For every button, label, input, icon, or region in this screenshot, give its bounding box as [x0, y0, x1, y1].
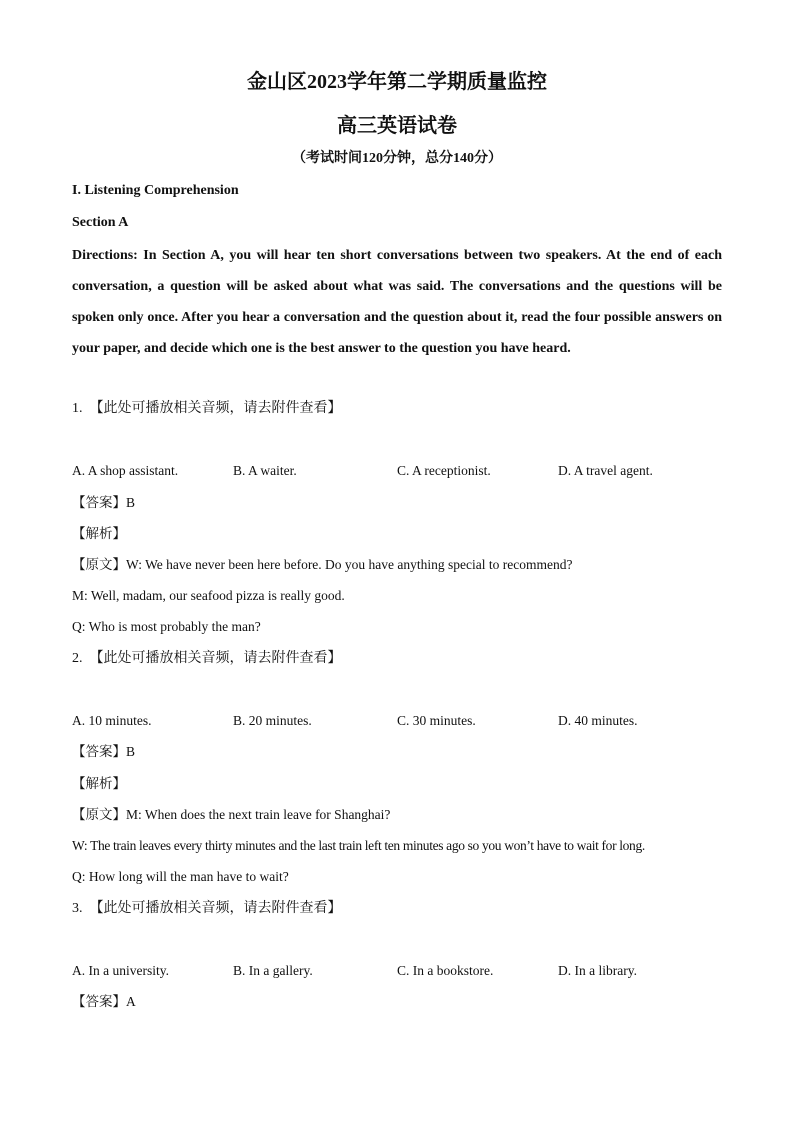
question-1-options — [72, 462, 722, 480]
audio-prompt: 【此处可播放相关音频，请去附件查看】 — [89, 401, 342, 416]
option-b: B. A waiter. — [233, 463, 297, 478]
option-b: B. 20 minutes. — [233, 713, 312, 728]
question-2-options — [72, 712, 722, 730]
audio-prompt: 【此处可播放相关音频，请去附件查看】 — [89, 651, 342, 666]
directions-text: Directions: In Section A, you will hear ten short conversations between two speakers. At the end of each conversation, a question will be asked about what was said. The conversations and the questions will be spoken only once. After you hear a conversation and the question about it, read the four possible answers on your paper, and decide which one is the best answer to the question you have heard. — [72, 248, 722, 356]
option-a: A. In a university. — [72, 963, 169, 978]
question-3-options — [72, 962, 722, 980]
question-2-transcript-line: 【原文】M: When does the next train leave for Shanghai? — [72, 807, 391, 822]
question-1-transcript-line: Q: Who is most probably the man? — [72, 619, 261, 634]
option-b: B. In a gallery. — [233, 963, 313, 978]
section-heading: Section A — [72, 215, 129, 230]
option-c: C. In a bookstore. — [397, 963, 494, 978]
question-1-transcript-line: 【原文】W: We have never been here before. Do you have anything special to recommend? — [72, 557, 573, 572]
question-1-analysis: 【解析】 — [72, 526, 126, 541]
exam-info: （考试时间120分钟，总分140分） — [292, 151, 502, 166]
question-2-prompt — [72, 650, 722, 668]
question-1-answer: 【答案】B — [72, 495, 136, 510]
audio-prompt: 【此处可播放相关音频，请去附件查看】 — [89, 901, 342, 916]
question-number: 1. — [72, 401, 83, 416]
option-d: D. A travel agent. — [558, 463, 653, 478]
exam-title: 金山区2023学年第二学期质量监控 — [247, 71, 547, 93]
question-2-transcript-line: Q: How long will the man have to wait? — [72, 869, 289, 884]
option-a: A. A shop assistant. — [72, 463, 179, 478]
question-3-prompt — [72, 900, 722, 918]
option-a: A. 10 minutes. — [72, 713, 152, 728]
option-c: C. 30 minutes. — [397, 713, 476, 728]
question-2-answer: 【答案】B — [72, 744, 136, 759]
part-heading: I. Listening Comprehension — [72, 183, 239, 198]
question-1-prompt — [72, 400, 722, 418]
option-d: D. In a library. — [558, 963, 637, 978]
question-2-transcript-line: W: The train leaves every thirty minutes and the last train left ten minutes ago so you won’t have to wait for long. — [72, 838, 645, 853]
question-3-answer: 【答案】A — [72, 994, 136, 1009]
exam-subtitle: 高三英语试卷 — [337, 115, 457, 137]
question-2-analysis: 【解析】 — [72, 776, 126, 791]
option-c: C. A receptionist. — [397, 463, 491, 478]
option-d: D. 40 minutes. — [558, 713, 638, 728]
question-1-transcript-line: M: Well, madam, our seafood pizza is really good. — [72, 588, 345, 603]
question-number: 3. — [72, 901, 83, 916]
question-number: 2. — [72, 651, 83, 666]
